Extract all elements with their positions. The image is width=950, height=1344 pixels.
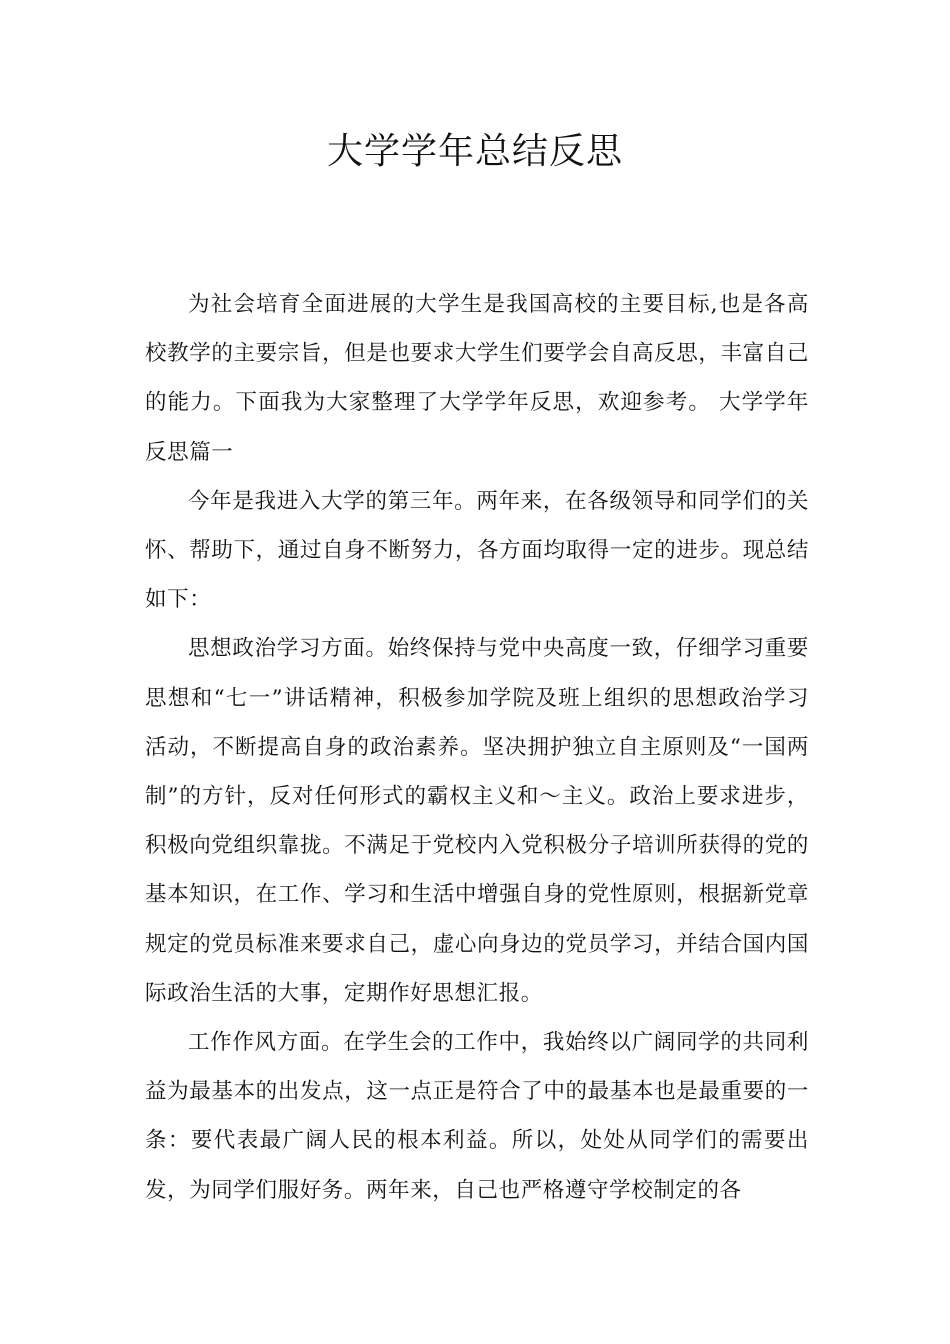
paragraph-work-style: 工作作风方面。在学生会的工作中，我始终以广阔同学的共同利益为最基本的出发点，这一点正是符合了中的最基本也是最重要的一条：要代表最广阔人民的根本利益。所以，处处从同学们的需要出发，为同学们服好务。两年来，自己也严格遵守学校制定的各 [145, 1030, 809, 1203]
paragraph-political-study: 思想政治学习方面。始终保持与党中央高度一致，仔细学习重要思想和“七一”讲话精神，积极参加学院及班上组织的思想政治学习活动，不断提高自身的政治素养。坚决拥护独立自主原则及“一国两制”的方针，反对任何形式的霸权主义和～主义。政治上要求进步，积极向党组织靠拢。不满足于党校内入党积极分子培训所获得的党的基本知识，在工作、学习和生活中增强自身的党性原则，根据新党章规定的党员标准来要求自己，虚心向身边的党员学习，并结合国内国际政治生活的大事，定期作好思想汇报。 [145, 636, 809, 1006]
document-body [145, 280, 809, 1215]
paragraph-intro: 为社会培育全面进展的大学生是我国高校的主要目标,也是各高校教学的主要宗旨，但是也要求大学生们要学会自高反思，丰富自己的能力。下面我为大家整理了大学学年反思，欢迎参考。 大学学年反思篇一 [145, 292, 809, 465]
document-title: 大学学年总结反思 [326, 131, 623, 172]
paragraph-overview: 今年是我进入大学的第三年。两年来，在各级领导和同学们的关怀、帮助下，通过自身不断努力，各方面均取得一定的进步。现总结如下： [145, 488, 809, 613]
